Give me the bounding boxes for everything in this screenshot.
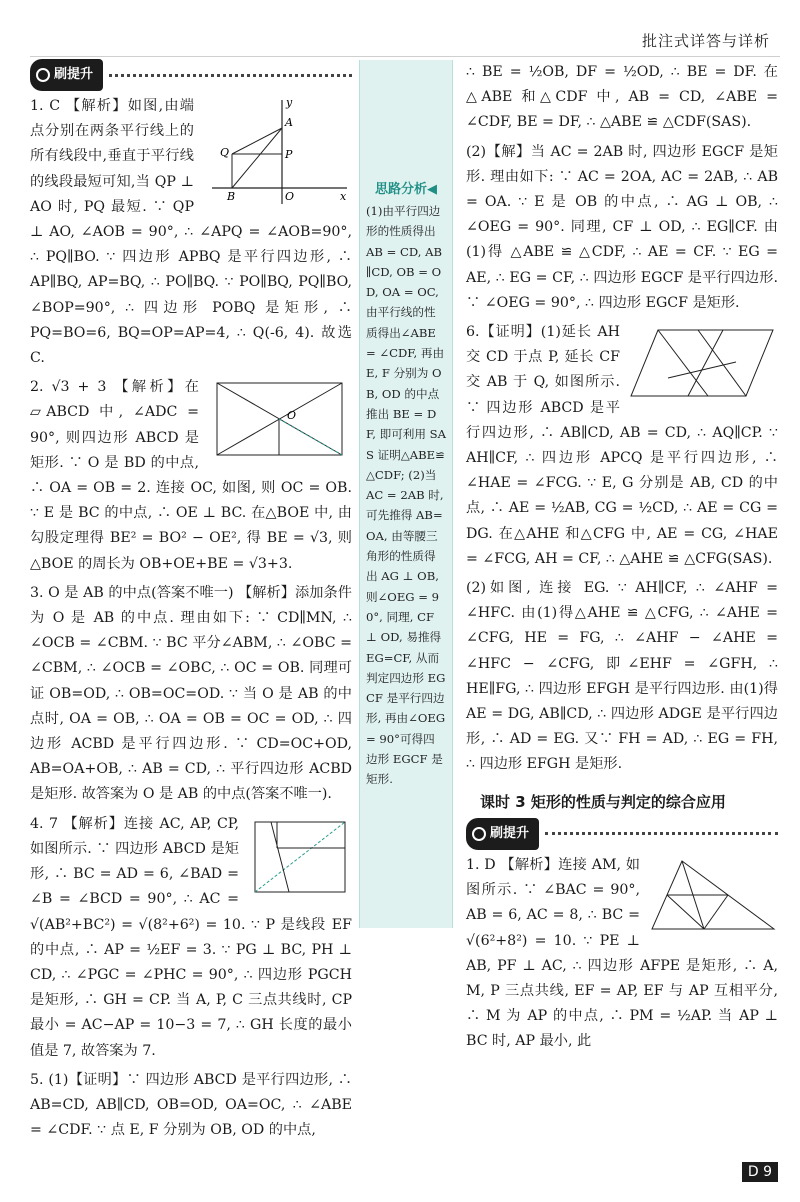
- answer-6-part1: 6.【证明】(1)延长 AH 交 CD 于点 P, 延长 CF 交 AB 于 Q, 如图所示. ∵ 四边形 ABCD 是平行四边形, ∴ AB∥CD, AB = CD, ∴ AQ∥CP. ∵ AH∥CF, ∴ 四边形 APCQ 是平行四边形, ∴ ∠HAE = ∠FCG. ∵ E, G 分别是 AB, CD 的中点, ∴ AE = ½AB, CG = ½CD, ∴ AE = CG = DG. 在△AHE 和△CFG 中, AE = CG, ∠HAE = ∠FCG, AH = CF, ∴ △AHE ≌ △CFG(SAS).: [466, 324, 778, 567]
- svg-text:B: B: [227, 190, 236, 203]
- svg-text:O: O: [285, 190, 295, 203]
- header-divider: [30, 56, 780, 57]
- svg-text:A: A: [285, 116, 293, 129]
- dotted-rule: [109, 74, 352, 77]
- left-column: [30, 60, 352, 1147]
- sidebar-text: (1)由平行四边形的性质得出 AB = CD, AB∥CD, OB = OD, OA = OC, 由平行线的性质得出∠ABE = ∠CDF, 再由 E, F 分别为 OB, OD 的中点推出 BE = DF, 即可利用 SAS 证明△ABE≌△CDF; (2)当 AC = 2AB 时, 可先推得 AB=OA, 由等腰三角形的性质得出 AG ⊥ OB, 则∠OEG = 90°, 同理, CF ⊥ OD, 易推得 EG=CF, 从而判定四边形 EGCF 是平行四边形, 再由∠OEG = 90°可得四边形 EGCF 是矩形.: [366, 204, 446, 787]
- answer-5: 5. (1)【证明】∵ 四边形 ABCD 是平行四边形, ∴ AB=CD, AB∥CD, OB=OD, OA=OC, ∴ ∠ABE = ∠CDF. ∵ 点 E, F 分别为 OB, OD 的中点,: [30, 1071, 352, 1139]
- answer-1: 1. C 【解析】如图,由端点分别在两条平行线上的所有线段中,垂直于平行线的线段最短可知,当 QP ⊥ AO 时, PQ 最短. ∵ QP ⊥ AO, ∠AOB = 90°, ∴ ∠APQ = ∠AOB=90°, ∴ PQ∥BO. ∵ 四边形 APBQ 是平行四边形, ∴ AP∥BQ, AP=BQ, ∴ PO∥BQ. ∵ PO∥BQ, PQ∥BO, ∠BOP=90°, ∴ 四边形 POBQ 是矩形, ∴ PQ=BO=6, BQ=OP=AP=4, ∴ Q(-6, 4). 故选 C.: [30, 98, 352, 367]
- answer-3: 3. O 是 AB 的中点(答案不唯一) 【解析】添加条件为 O 是 AB 的中点. 理由如下: ∵ CD∥MN, ∴ ∠OCB = ∠CBM. ∵ BC 平分∠ABM, ∴ ∠OBC = ∠CBM, ∴ ∠OCB = ∠OBC, ∴ OC = OB. 同理可证 OB=OD, ∴ OB=OC=OD. ∵ 当 O 是 AB 的中点时, OA = OB, ∴ OA = OB = OC = OD, ∴ 四边形 ACBD 是平行四边形. ∵ CD=OC+OD, AB=OA+OB, ∴ AB = CD, ∴ 平行四边形 ACBD 是矩形. 故答案为 O 是 AB 的中点(答案不唯一).: [30, 584, 352, 803]
- thinking-analysis-sidebar: [359, 60, 453, 928]
- answer-2: 2. √3 + 3 【解析】在 ▱ABCD 中, ∠ADC = 90°, 则四边形 ABCD 是矩形. ∵ O 是 BD 的中点, ∴ OA = OB = 2. 连接 OC, 如图, 则 OC = OB. ∵ E 是 BC 的中点, ∴ OE ⊥ BC. 在△BOE 中, 由勾股定理得 BE² = BO² − OE², 得 BE = √3, 则△BOE 的周长为 OB+OE+BE = √3+3.: [30, 379, 352, 572]
- dotted-rule: [545, 832, 778, 835]
- triangle-figure: [648, 855, 778, 935]
- pen-icon: [472, 827, 486, 841]
- svg-text:Q: Q: [220, 146, 230, 159]
- right-column: [466, 60, 778, 1059]
- pen-icon: [36, 68, 50, 82]
- svg-text:P: P: [285, 148, 293, 161]
- page-number: D 9: [742, 1162, 778, 1182]
- svg-text:x: x: [340, 190, 347, 203]
- rectangle-figure: [207, 377, 352, 459]
- coordinate-figure: [202, 96, 352, 206]
- lesson-heading: 课时 3 矩形的性质与判定的综合应用: [480, 792, 726, 811]
- parallelogram-figure: [628, 322, 778, 404]
- svg-text:y: y: [286, 96, 293, 109]
- answer-lesson3-1: 1. D 【解析】连接 AM, 如图所示. ∵ ∠BAC = 90°, AB = 6, AC = 8, ∴ BC = √(6²+8²) = 10. ∵ PE ⊥ AB, PF ⊥ AC, ∴ 四边形 AFPE 是矩形, ∴ A, M, P 三点共线, EF = AP, EF 与 AP 互相平分, ∴ M 为 AP 的中点, ∴ PM = ½AP. 当 AP ⊥ BC 时, AP 最小, 此: [466, 856, 778, 1050]
- answer-5-continued: ∴ BE = ½OB, DF = ½OD, ∴ BE = DF. 在△ABE 和△CDF 中, AB = CD, ∠ABE = ∠CDF, BE = DF, ∴ △ABE ≌ △CDF(SAS).: [466, 64, 778, 131]
- badge-label: 刷提升: [490, 826, 530, 842]
- answer-6-part2: (2)如图, 连接 EG. ∵ AH∥CF, ∴ ∠AHF = ∠HFC. 由(1)得△AHE ≌ △CFG, ∴ ∠AHE = ∠CFG, HE = FG, ∴ ∠AHF − ∠AHE = ∠HFC − ∠CFG, 即∠EHF = ∠GFH, ∴ HE∥FG, ∴ 四边形 EFGH 是平行四边形. 由(1)得 AE = DG, AB∥CD, ∴ 四边形 ADGE 是平行四边形, ∴ AD = EG. 又∵ FH = AD, ∴ EG = FH, ∴ 四边形 EFGH 是矩形.: [466, 580, 778, 773]
- svg-text:O: O: [287, 409, 297, 423]
- section-badge-2: [466, 821, 778, 847]
- rectangle-pgch-figure: [247, 814, 352, 906]
- answer-4: 4. 7 【解析】连接 AC, AP, CP, 如图所示. ∵ 四边形 ABCD 是矩形, ∴ BC = AD = 6, ∠BAD = ∠B = ∠BCD = 90°, ∴ AC = √(AB²+BC²) = √(8²+6²) = 10. ∵ P 是线段 EF 的中点, ∴ AP = ½EF = 3. ∵ PG ⊥ BC, PH ⊥ CD, ∴ ∠PGC = ∠PHC = 90°, ∴ 四边形 PGCH 是矩形, ∴ GH = CP. 当 A, P, C 三点共线时, CP最小 = AC−AP = 10−3 = 7, ∴ GH 长度的最小值是 7, 故答案为 7.: [30, 815, 352, 1059]
- page-header-title: 批注式详答与详析: [641, 32, 770, 50]
- section-badge: [30, 62, 352, 88]
- answer-5-part2: (2)【解】当 AC = 2AB 时, 四边形 EGCF 是矩形. 理由如下: ∵ AC = 2OA, AC = 2AB, ∴ AB = OA. ∵ E 是 OB 的中点, ∴ AG ⊥ OB, ∴ ∠OEG = 90°. 同理, CF ⊥ OD, ∴ EG∥CF. 由(1)得 △ABE ≌ △CDF, ∴ AE = CF. ∵ EG = AE, ∴ EG = CF, ∴ 四边形 EGCF 是平行四边形. ∵ ∠OEG = 90°, ∴ 四边形 EGCF 是矩形.: [466, 143, 778, 311]
- badge-label: 刷提升: [54, 67, 94, 83]
- sidebar-title: 思路分析◀: [375, 182, 437, 197]
